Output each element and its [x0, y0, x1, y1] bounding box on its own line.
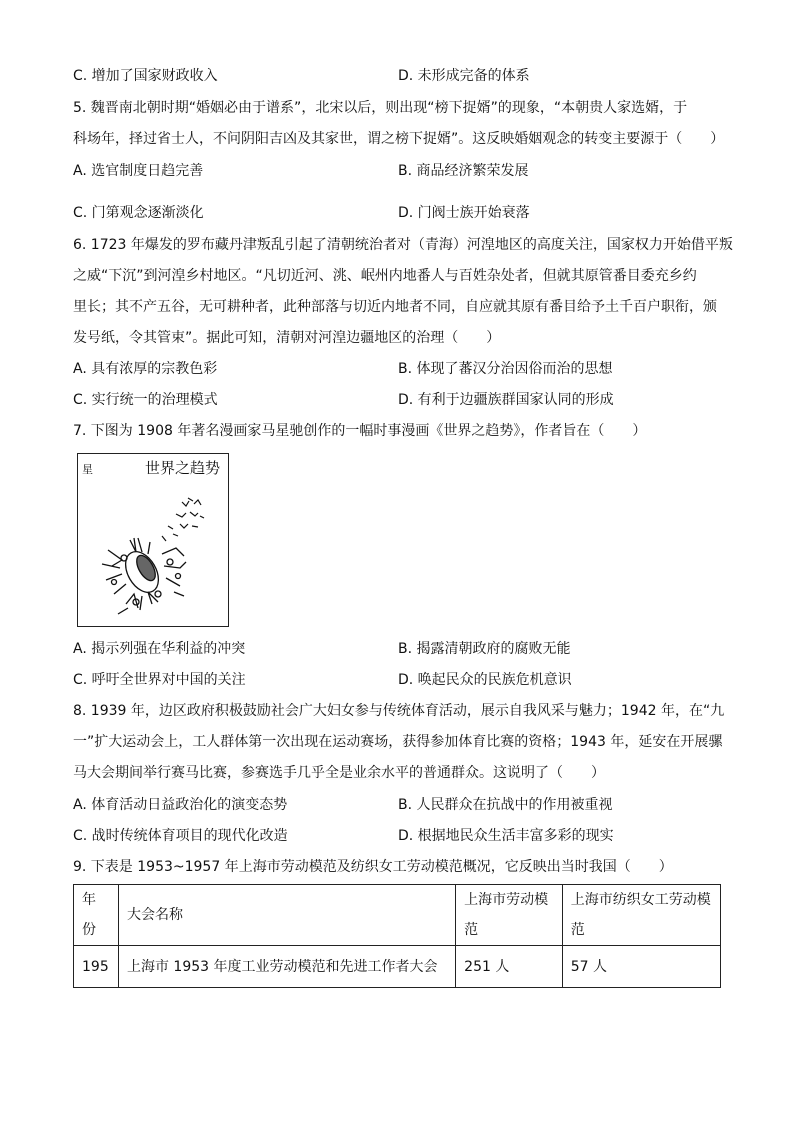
q8-stem-line-3: 马大会期间举行赛马比赛，参赛选手几乎全是业余水平的普通群众。这说明了（ ）	[73, 765, 605, 781]
q8-option-c: C. 战时传统体育项目的现代化改造	[73, 828, 288, 844]
q8-option-a: A. 体育活动日益政治化的演变态势	[73, 797, 288, 813]
q6-stem-line-2: 之威“下沉”到河湟乡村地区。“凡切近河、洮、岷州内地番人与百姓杂处者，但就其原管番目委充乡约	[73, 268, 697, 284]
q5-stem-line-1: 5. 魏晋南北朝时期“婚姻必由于谱系”，北宋以后，则出现“榜下捉婿”的现象，“本朝贵人家选婿，于	[73, 100, 688, 116]
table-row	[74, 946, 721, 988]
q6-option-b: B. 体现了蕃汉分治因俗而治的思想	[398, 361, 613, 377]
q7-stem: 7. 下图为 1908 年著名漫画家马星驰创作的一幅时事漫画《世界之趋势》，作者旨在（ ）	[73, 423, 647, 439]
header-year-line-2: 份	[82, 922, 96, 938]
cell-shanghai: 251 人	[456, 946, 563, 988]
q6-stem-line-3: 里长；其不产五谷，无可耕种者，此种部落与切近内地者不同，自应就其原有番目给予土千百户职衔，颁	[73, 299, 717, 315]
header-sh-line-2: 范	[464, 922, 479, 938]
q8-option-d: D. 根据地民众生活丰富多彩的现实	[398, 828, 614, 844]
q7-option-d: D. 唤起民众的民族危机意识	[398, 672, 572, 688]
swarm-figures-icon	[162, 498, 204, 541]
header-shanghai-models	[456, 885, 563, 946]
q6-option-a: A. 具有浓厚的宗教色彩	[73, 361, 218, 377]
cell-year: 195	[74, 946, 119, 988]
header-tx-line-2: 范	[570, 922, 585, 938]
header-textile-models	[562, 885, 720, 946]
q6-stem-line-1: 6. 1723 年爆发的罗布藏丹津叛乱引起了清朝统治者对（青海）河湟地区的高度关注，国家权力开始借平叛	[73, 237, 733, 253]
q8-stem-line-1: 8. 1939 年，边区政府积极鼓励社会广大妇女参与传统体育活动，展示自我风采与魅力；1942 年，在“九	[73, 703, 725, 719]
header-year	[74, 885, 119, 946]
q6-stem-line-4: 发号纸，令其管束”。据此可知，清朝对河湟边疆地区的治理（ ）	[73, 330, 501, 346]
header-year-line-1: 年	[82, 892, 96, 908]
figure-cluster-icon	[102, 538, 186, 614]
q5-option-d: D. 门阀士族开始衰落	[398, 205, 530, 221]
q7-option-a: A. 揭示列强在华利益的冲突	[73, 641, 246, 657]
cell-name: 上海市 1953 年度工业劳动模范和先进工作者大会	[118, 946, 455, 988]
q9-stem: 9. 下表是 1953~1957 年上海市劳动模范及纺织女工劳动模范概况，它反映出当时我国（ ）	[73, 859, 673, 875]
cartoon-image	[77, 453, 229, 627]
q8-stem-line-2: 一”扩大运动会上，工人群体第一次出现在运动赛场，获得参加体育比赛的资格；1943 年，延安在开展骡	[73, 734, 723, 750]
cartoon-signature: 星	[82, 463, 93, 476]
q7-option-b: B. 揭露清朝政府的腐败无能	[398, 641, 571, 657]
q8-option-b: B. 人民群众在抗战中的作用被重视	[398, 797, 613, 813]
table-header-row	[74, 885, 721, 946]
header-name: 大会名称	[118, 885, 455, 946]
header-sh-line-1: 上海市劳动模	[464, 892, 549, 908]
q4-option-c: C. 增加了国家财政收入	[73, 68, 218, 84]
q5-option-c: C. 门第观念逐渐淡化	[73, 205, 204, 221]
q5-stem-line-2: 科场年，择过省士人，不问阴阳吉凶及其家世，谓之榜下捉婿”。这反映婚姻观念的转变主要源于（ ）	[73, 131, 725, 147]
q5-option-a: A. 选官制度日趋完善	[73, 163, 204, 179]
q6-option-c: C. 实行统一的治理模式	[73, 392, 218, 408]
q4-option-d: D. 未形成完备的体系	[398, 68, 530, 84]
q7-option-c: C. 呼吁全世界对中国的关注	[73, 672, 246, 688]
cell-textile: 57 人	[562, 946, 720, 988]
q5-option-b: B. 商品经济繁荣发展	[398, 163, 529, 179]
q6-option-d: D. 有利于边疆族群国家认同的形成	[398, 392, 614, 408]
labor-model-table	[73, 884, 721, 988]
header-tx-line-1: 上海市纺织女工劳动模	[570, 892, 711, 908]
cartoon-title: 世界之趋势	[144, 459, 220, 477]
